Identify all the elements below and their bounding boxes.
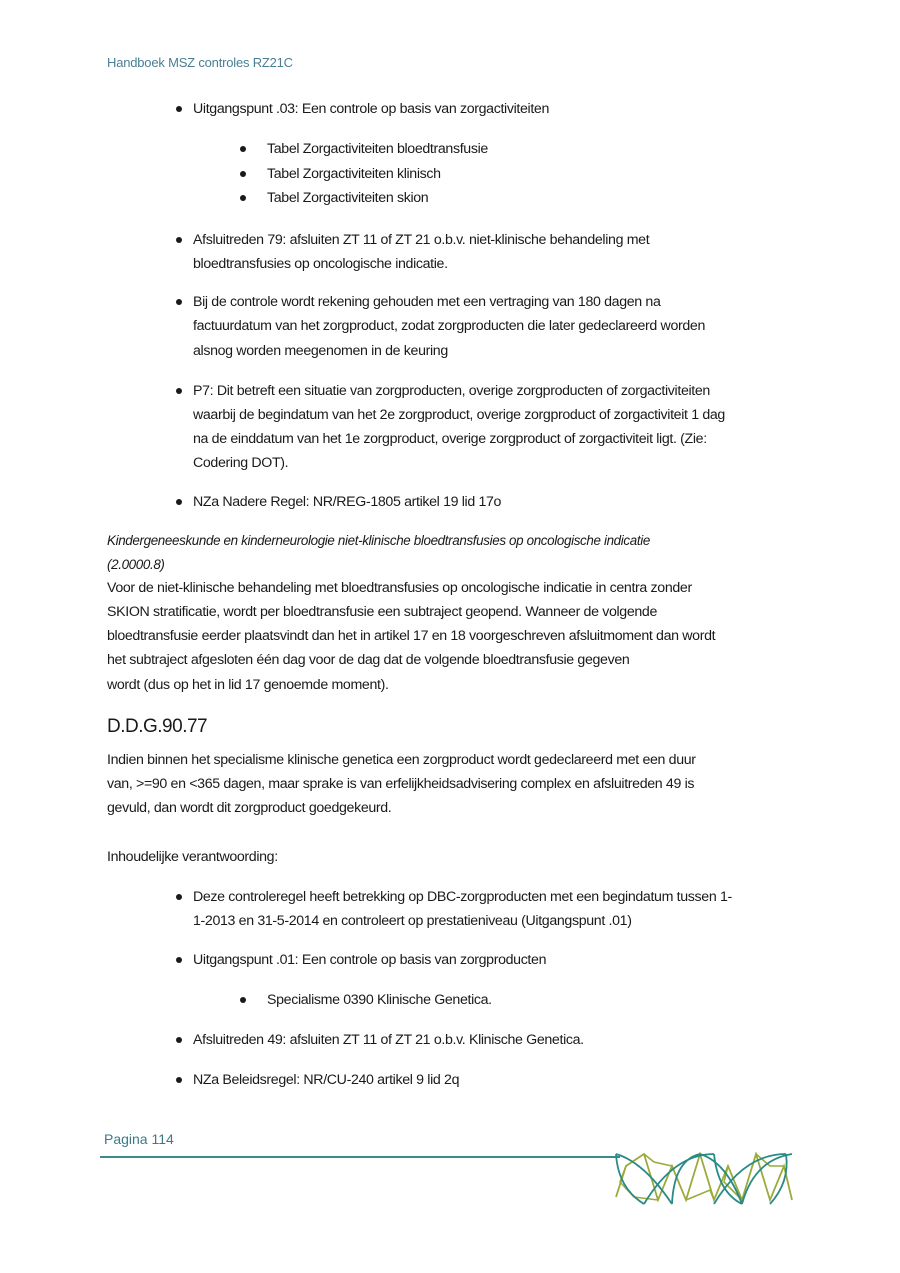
list-item-line: Uitgangspunt .01: Een controle op basis van zorgproducten — [193, 952, 547, 968]
note-title: Kindergeneeskunde en kinderneurologie niet-klinische bloedtransfusies op oncologische indicatie — [107, 533, 650, 548]
list-item-line: Codering DOT). — [193, 455, 289, 471]
list-item-line: 1-2013 en 31-5-2014 en controleert op prestatieniveau (Uitgangspunt .01) — [193, 913, 632, 929]
sub-list-item: Specialisme 0390 Klinische Genetica. — [267, 992, 492, 1008]
bullet-icon — [176, 1037, 182, 1043]
paragraph-line: het subtraject afgesloten één dag voor de dag dat de volgende bloedtransfusie gegeven — [107, 652, 630, 668]
list-item-line: Bij de controle wordt rekening gehouden met een vertraging van 180 dagen na — [193, 294, 661, 310]
list-item-line: NZa Beleidsregel: NR/CU-240 artikel 9 lid 2q — [193, 1072, 460, 1088]
list-item-line: Afsluitreden 49: afsluiten ZT 11 of ZT 21 o.b.v. Klinische Genetica. — [193, 1032, 584, 1048]
sub-list-item: Tabel Zorgactiviteiten bloedtransfusie — [267, 141, 488, 157]
bullet-icon — [240, 997, 246, 1003]
list-item: Uitgangspunt .03: Een controle op basis van zorgactiviteiten — [193, 101, 549, 117]
bullet-icon — [240, 195, 246, 201]
list-item-line: na de einddatum van het 1e zorgproduct, overige zorgproduct of zorgactiviteit ligt. (Zie: — [193, 431, 707, 447]
bullet-icon — [176, 299, 182, 305]
running-header: Handboek MSZ controles RZ21C — [107, 55, 293, 70]
sub-list-item: Tabel Zorgactiviteiten klinisch — [267, 166, 441, 182]
paragraph-line: Voor de niet-klinische behandeling met bloedtransfusies op oncologische indicatie in centra zonder — [107, 580, 692, 596]
paragraph-line: Indien binnen het specialisme klinische genetica een zorgproduct wordt gedeclareerd met een duur — [107, 752, 696, 768]
bullet-icon — [176, 1077, 182, 1083]
list-item-line: waarbij de begindatum van het 2e zorgproduct, overige zorgproduct of zorgactiviteit 1 dag — [193, 407, 725, 423]
page-number: Pagina 114 — [104, 1131, 174, 1147]
list-item-line: alsnog worden meegenomen in de keuring — [193, 343, 448, 359]
paragraph-line: gevuld, dan wordt dit zorgproduct goedgekeurd. — [107, 800, 392, 816]
note-title: (2.0000.8) — [107, 557, 165, 572]
section-heading: D.D.G.90.77 — [107, 716, 208, 737]
bullet-icon — [176, 388, 182, 394]
list-item-line: factuurdatum van het zorgproduct, zodat zorgproducten die later gedeclareerd worden — [193, 318, 705, 334]
bullet-icon — [176, 894, 182, 900]
paragraph-line: van, >=90 en <365 dagen, maar sprake is van erfelijkheidsadvisering complex en afsluitreden 49 is — [107, 776, 695, 792]
footer-divider — [100, 1156, 620, 1158]
bullet-icon — [176, 499, 182, 505]
sub-list-item: Tabel Zorgactiviteiten skion — [267, 190, 429, 206]
decorative-logo-icon — [614, 1152, 794, 1207]
list-item-line: NZa Nadere Regel: NR/REG-1805 artikel 19 lid 17o — [193, 494, 502, 510]
paragraph-line: wordt (dus op het in lid 17 genoemde moment). — [107, 677, 389, 693]
list-item-line: Afsluitreden 79: afsluiten ZT 11 of ZT 21 o.b.v. niet-klinische behandeling met — [193, 232, 650, 248]
list-item-line: Deze controleregel heeft betrekking op DBC-zorgproducten met een begindatum tussen 1- — [193, 889, 732, 905]
bullet-icon — [176, 957, 182, 963]
subheading: Inhoudelijke verantwoording: — [107, 849, 278, 865]
list-item-line: bloedtransfusies op oncologische indicatie. — [193, 256, 448, 272]
list-item-line: P7: Dit betreft een situatie van zorgproducten, overige zorgproducten of zorgactiviteiten — [193, 383, 710, 399]
bullet-icon — [240, 171, 246, 177]
paragraph-line: SKION stratificatie, wordt per bloedtransfusie een subtraject geopend. Wanneer de volgende — [107, 604, 658, 620]
bullet-icon — [240, 146, 246, 152]
bullet-icon — [176, 237, 182, 243]
bullet-icon — [176, 106, 182, 112]
paragraph-line: bloedtransfusie eerder plaatsvindt dan het in artikel 17 en 18 voorgeschreven afsluitmoment dan wordt — [107, 628, 716, 644]
